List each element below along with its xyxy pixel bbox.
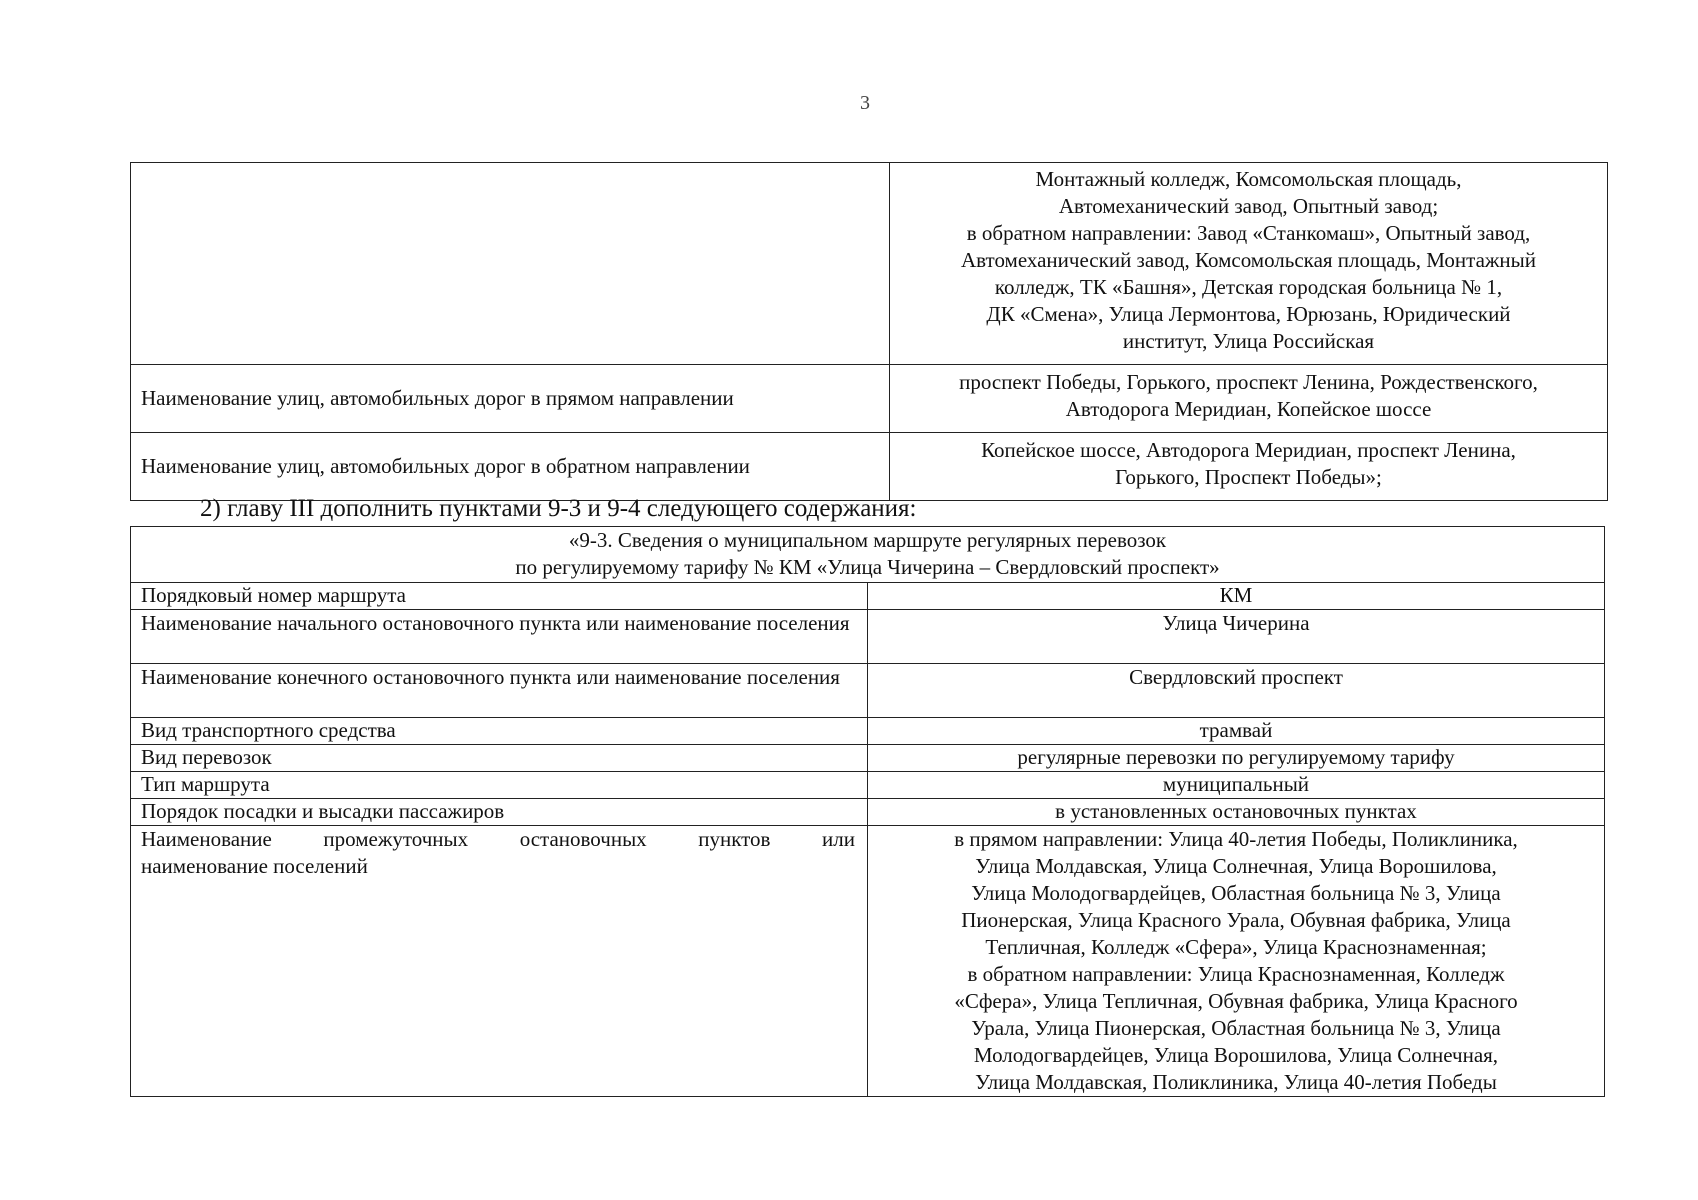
text-line: в обратном направлении: Завод «Станкомаш», Опытный завод, [966,221,1531,245]
row-value [890,365,1608,433]
text-line: Горького, Проспект Победы»; [1115,465,1382,489]
intermediate-stops-cell [868,826,1605,1097]
row-value: муниципальный [868,772,1605,799]
row-label: Наименование улиц, автомобильных дорог в прямом направлении [131,365,890,433]
table-row [131,664,1605,718]
row-value: Улица Чичерина [868,610,1605,664]
row-value: трамвай [868,718,1605,745]
text-line: Улица Молодогвардейцев, Областная больница № 3, Улица [971,881,1501,905]
text-line: Автодорога Меридиан, Копейское шоссе [1065,397,1432,421]
row-label: Наименование конечного остановочного пункта или наименование поселения [131,664,868,718]
table-row [131,799,1605,826]
row-value: Свердловский проспект [868,664,1605,718]
table-row [131,583,1605,610]
row-label: Наименование начального остановочного пункта или наименование поселения [131,610,868,664]
table-row [131,718,1605,745]
row-value [890,433,1608,501]
row-label: Порядок посадки и высадки пассажиров [131,799,868,826]
page-number: 3 [860,92,870,114]
text-line: колледж, ТК «Башня», Детская городская больница № 1, [994,275,1503,299]
text-line: в обратном направлении: Улица Краснознаменная, Колледж [967,962,1505,986]
text-line: ДК «Смена», Улица Лермонтова, Юрюзань, Юридический [986,302,1511,326]
row-label: Наименование улиц, автомобильных дорог в обратном направлении [131,433,890,501]
row-value: КМ [868,583,1605,610]
caption-line: «9-3. Сведения о муниципальном маршруте регулярных перевозок [568,528,1167,552]
row-value: регулярные перевозки по регулируемому тарифу [868,745,1605,772]
row-label: Вид транспортного средства [131,718,868,745]
text-line: Копейское шоссе, Автодорога Меридиан, проспект Ленина, [981,438,1516,462]
text-line: Пионерская, Улица Красного Урала, Обувная фабрика, Улица [961,908,1511,932]
text-line: Улица Молдавская, Улица Солнечная, Улица Ворошилова, [975,854,1497,878]
text-line: «Сфера», Улица Тепличная, Обувная фабрика, Улица Красного [954,989,1518,1013]
route-info-table [130,526,1605,1097]
table-row [131,826,1605,1097]
row-value: в установленных остановочных пунктах [868,799,1605,826]
caption-line: по регулируемому тарифу № КМ «Улица Чичерина – Свердловский проспект» [515,555,1220,579]
table-row [131,772,1605,799]
route-continuation-table [130,162,1608,501]
table-caption-row [131,527,1605,583]
table-row [131,163,1608,365]
table-row [131,610,1605,664]
text-line: Улица Молдавская, Поликлиника, Улица 40-летия Победы [975,1070,1497,1094]
row-label: Порядковый номер маршрута [131,583,868,610]
text-line: институт, Улица Российская [1122,329,1375,353]
row-label [131,826,868,1097]
table-row [131,365,1608,433]
text-line: Урала, Улица Пионерская, Областная больница № 3, Улица [971,1016,1501,1040]
section-heading: 2) главу III дополнить пунктами 9-3 и 9-4 следующего содержания: [200,495,917,522]
row-label: Вид перевозок [131,745,868,772]
table-caption [131,527,1605,583]
text-line: Автомеханический завод, Опытный завод; [1058,194,1439,218]
row-label: Тип маршрута [131,772,868,799]
text-line: Автомеханический завод, Комсомольская площадь, Монтажный [960,248,1537,272]
label-line: наименование поселений [141,854,368,878]
table-row [131,745,1605,772]
text-line: Молодогвардейцев, Улица Ворошилова, Улица Солнечная, [973,1043,1499,1067]
label-line: Наименование промежуточных остановочных пунктов или [141,827,855,851]
continuation-stops-cell [890,163,1608,365]
text-line: Тепличная, Колледж «Сфера», Улица Краснознаменная; [985,935,1487,959]
text-line: Монтажный колледж, Комсомольская площадь, [1035,167,1462,191]
text-line: проспект Победы, Горького, проспект Ленина, Рождественского, [959,370,1538,394]
table-row [131,433,1608,501]
text-line: в прямом направлении: Улица 40-летия Победы, Поликлиника, [954,827,1518,851]
empty-cell [131,163,890,365]
